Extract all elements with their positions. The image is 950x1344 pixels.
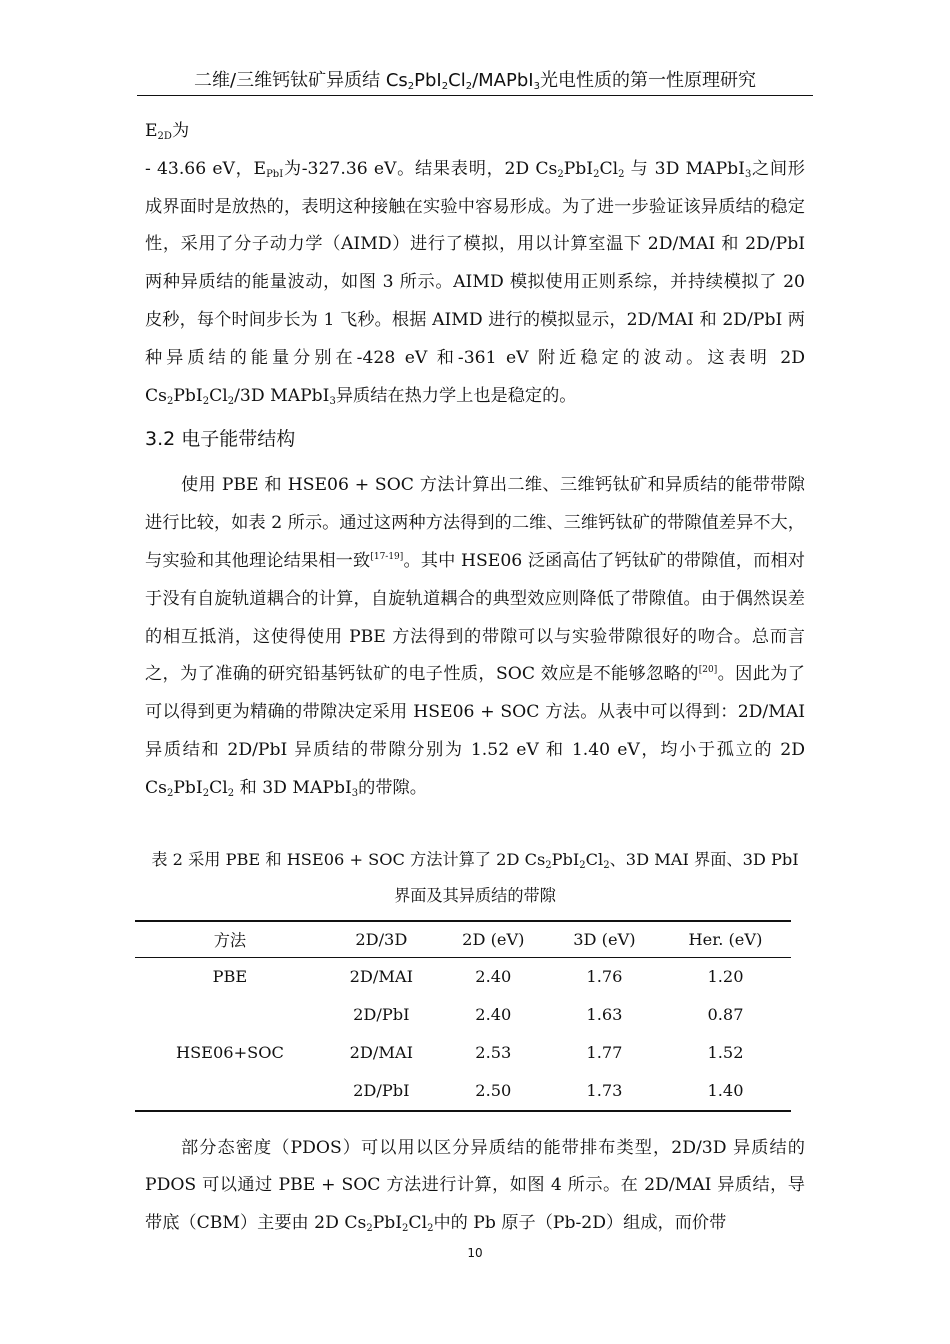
table-cell: 2D/MAI bbox=[349, 967, 414, 987]
table-cell bbox=[135, 1072, 325, 1111]
page-number: 10 bbox=[467, 1246, 483, 1260]
table-cell: 1.76 bbox=[586, 967, 623, 987]
body-text bbox=[145, 113, 805, 1243]
table-header-row bbox=[135, 921, 791, 958]
col-method: 方法 bbox=[135, 921, 325, 958]
table-cell: 1.63 bbox=[586, 1005, 623, 1025]
table-row bbox=[135, 1072, 791, 1111]
table-cell: 1.77 bbox=[586, 1043, 623, 1063]
band-gap-table bbox=[135, 920, 791, 1112]
running-header: 二维/三维钙钛矿异质结 $Cs_2PbI_2Cl_2/MAPbI_3$光电性质的第一性原理研究 bbox=[194, 70, 756, 92]
paragraph-band-gap: 使用 PBE 和 HSE06 + SOC 方法计算出二维、三维钙钛矿和异质结的能带带隙进行比较，如表 2 所示。通过这两种方法得到的二维、三维钙钛矿的带隙值差异不大，与实验和其他理论结果相一致[17-19]。其中 HSE06 泛函高估了钙钛矿的带隙值，而相对于没有自旋轨道耦合的计算，自旋轨道耦合的典型效应则降低了带隙值。由于偶然误差的相互抵消，这使得使用 PBE 方法得到的带隙可以与实验带隙很好的吻合。总而言之，为了准确的研究铅基钙钛矿的电子性质，SOC 效应是不能够忽略的[20]。因此为了可以得到更为精确的带隙决定采用 HSE06 + SOC 方法。从表中可以得到：2D/MAI 异质结和 2D/PbI 异质结的带隙分别为 1.52 eV 和 1.40 eV，均小于孤立的 2D $Cs_2PbI_2Cl_2$ 和 3D MAPbI$_3$的带隙。 bbox=[145, 475, 805, 799]
table-cell: 1.52 bbox=[707, 1043, 744, 1063]
table-cell: 2.40 bbox=[475, 1005, 512, 1025]
table-row bbox=[135, 957, 791, 996]
paragraph-aimd: - 43.66 eV，$E_{PbI}$为-327.36 eV。结果表明，2D $Cs_2PbI_2Cl_2$ 与 3D MAPbI$_3$之间形成界面时是放热的，表明这种接触在实验中容易形成。为了进一步验证该异质结的稳定性，采用了分子动力学（AIMD）进行了模拟，用以计算室温下 2D/MAI 和 2D/PbI 两种异质结的能量波动，如图 3 所示。AIMD 模拟使用正则系综，并持续模拟了 20 皮秒，每个时间步长为 1 飞秒。根据 AIMD 进行的模拟显示，2D/MAI 和 2D/PbI 两种异质结的能量分别在-428 eV 和-361 eV 附近稳定的波动。这表明 2D $Cs_2PbI_2Cl_2/3D$ MAPbI$_3$异质结在热力学上也是稳定的。 bbox=[145, 158, 805, 407]
paragraph-pdos: 部分态密度（PDOS）可以用以区分异质结的能带排布类型，2D/3D 异质结的 PDOS 可以通过 PBE + SOC 方法进行计算，如图 4 所示。在 2D/MAI 异质结，导带底（CBM）主要由 2D $Cs_2PbI_2Cl_2$中的 Pb 原子（Pb-2D）组成，而价带 bbox=[145, 1137, 805, 1235]
table-cell: 1.73 bbox=[586, 1081, 623, 1101]
table-cell: 0.87 bbox=[707, 1005, 744, 1025]
paragraph-energy-label: $E_{2D}$为 bbox=[145, 121, 190, 142]
table-cell: 1.40 bbox=[707, 1081, 744, 1101]
table-cell: 2D/PbI bbox=[353, 1081, 410, 1101]
table-cell: 2D/MAI bbox=[349, 1043, 414, 1063]
table-cell: 2D/PbI bbox=[353, 1005, 410, 1025]
table-cell: 2.53 bbox=[475, 1043, 512, 1063]
table-caption: 表 2 采用 PBE 和 HSE06 + SOC 方法计算了 2D $Cs_2PbI_2Cl_2$、3D MAI 界面、3D PbI 界面及其异质结的带隙 bbox=[151, 849, 799, 905]
col-her: Her. (eV) bbox=[660, 921, 791, 958]
table-row bbox=[135, 996, 791, 1034]
col-interface: 2D/3D bbox=[325, 921, 438, 958]
table-cell: PBE bbox=[212, 967, 248, 987]
table-cell: 2.40 bbox=[475, 967, 512, 987]
section-heading: 3.2 电子能带结构 bbox=[145, 428, 296, 451]
table-cell: HSE06+SOC bbox=[175, 1043, 284, 1063]
table-row bbox=[135, 1034, 791, 1072]
table-cell: 2.50 bbox=[475, 1081, 512, 1101]
col-3d: 3D (eV) bbox=[549, 921, 660, 958]
header-rule bbox=[137, 95, 813, 96]
table-cell bbox=[135, 996, 325, 1034]
table-cell: 1.20 bbox=[707, 967, 744, 987]
col-2d: 2D (eV) bbox=[438, 921, 549, 958]
